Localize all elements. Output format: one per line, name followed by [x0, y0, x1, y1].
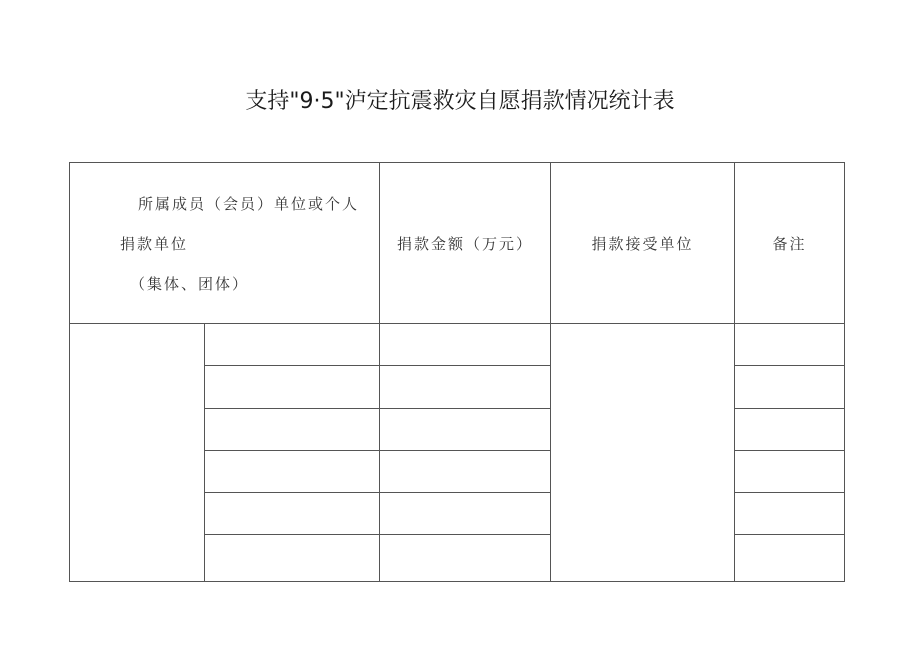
donation-table [69, 162, 845, 582]
donor-cell[interactable] [205, 450, 380, 492]
remarks-cell[interactable] [735, 366, 845, 408]
header-cell-remarks: 备注 [735, 163, 845, 324]
remarks-cell[interactable] [735, 324, 845, 366]
donor-cell[interactable] [205, 534, 380, 581]
header-unit-line3: （集体、团体） [130, 275, 250, 293]
unit-group-cell[interactable] [70, 324, 205, 582]
header-unit-line2: 捐款单位 [120, 235, 189, 253]
donor-cell[interactable] [205, 408, 380, 450]
remarks-cell[interactable] [735, 492, 845, 534]
amount-cell[interactable] [380, 534, 551, 581]
table-row [70, 324, 845, 366]
header-unit-line1: 所属成员（会员）单位或个人 [138, 195, 360, 213]
header-cell-amount: 捐款金额（万元） [380, 163, 551, 324]
amount-cell[interactable] [380, 492, 551, 534]
donor-cell[interactable] [205, 324, 380, 366]
amount-cell[interactable] [380, 366, 551, 408]
amount-cell[interactable] [380, 408, 551, 450]
recipient-cell[interactable] [551, 324, 735, 582]
table-header-row [70, 163, 845, 324]
header-cell-unit [70, 163, 380, 324]
amount-cell[interactable] [380, 324, 551, 366]
remarks-cell[interactable] [735, 450, 845, 492]
donor-cell[interactable] [205, 366, 380, 408]
donor-cell[interactable] [205, 492, 380, 534]
remarks-cell[interactable] [735, 408, 845, 450]
header-cell-recipient: 捐款接受单位 [551, 163, 735, 324]
amount-cell[interactable] [380, 450, 551, 492]
page-title: 支持"9·5"泸定抗震救灾自愿捐款情况统计表 [245, 89, 675, 114]
remarks-cell[interactable] [735, 534, 845, 581]
